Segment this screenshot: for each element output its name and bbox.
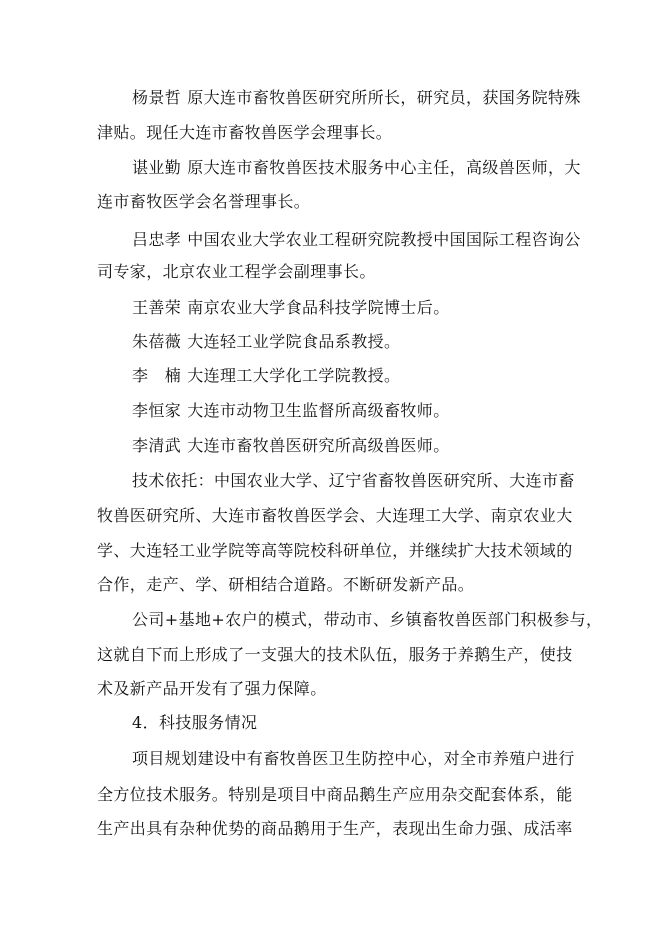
person-desc: 大连市动物卫生监督所高级畜牧师。 [187, 401, 450, 420]
tech-support-line: 学、大连轻工业学院等高等院校科研单位，并继续扩大技术领域的 [97, 541, 573, 560]
person-desc-continuation: 司专家，北京农业工程学会副理事长。 [97, 262, 376, 281]
person-entry-zhu [132, 332, 557, 352]
person-desc: 大连理工大学化工学院教授。 [187, 366, 401, 385]
person-entry-li-nan [132, 366, 557, 386]
person-entry-yang [132, 88, 581, 108]
person-desc: 原大连市畜牧兽医技术服务中心主任，高级兽医师，大 [187, 158, 581, 177]
service-line: 项目规划建设中有畜牧兽医卫生防控中心，对全市养殖户进行 [132, 749, 575, 768]
person-desc: 大连市畜牧兽医研究所高级兽医师。 [187, 436, 450, 455]
model-line: 这就自下而上形成了一支强大的技术队伍，服务于养鹅生产，使技 [97, 645, 573, 664]
person-desc-continuation: 津贴。现任大连市畜牧兽医学会理事长。 [97, 123, 393, 142]
person-name: 李 楠 [132, 366, 182, 385]
person-entry-li-qingwu [132, 436, 557, 456]
model-line: 公司+基地+农户的模式，带动市、乡镇畜牧兽医部门积极参与， [132, 610, 603, 629]
person-desc: 大连轻工业学院食品系教授。 [187, 332, 401, 351]
service-line: 生产出具有杂种优势的商品鹅用于生产，表现出生命力强、成活率 [97, 819, 573, 838]
person-desc-continuation: 连市畜牧医学会名誉理事长。 [97, 192, 311, 211]
person-name: 李恒家 [132, 401, 182, 420]
person-entry-lv [132, 230, 581, 250]
person-name: 吕忠孝 [132, 230, 182, 249]
section-heading: 4．科技服务情况 [132, 713, 258, 732]
person-desc: 原大连市畜牧兽医研究所所长，研究员，获国务院特殊 [187, 88, 581, 107]
person-name: 李清武 [132, 436, 182, 455]
tech-support-line: 牧兽医研究所、大连市畜牧兽医学会、大连理工大学、南京农业大 [97, 506, 573, 525]
person-entry-wang [132, 298, 557, 318]
tech-support-line: 技术依托：中国农业大学、辽宁省畜牧兽医研究所、大连市畜 [132, 471, 575, 490]
person-name: 杨景哲 [132, 88, 182, 107]
person-name: 谌业勤 [132, 158, 182, 177]
person-entry-li-hengjia [132, 401, 557, 421]
person-entry-chen [132, 158, 581, 178]
person-desc: 南京农业大学食品科技学院博士后。 [187, 298, 450, 317]
person-name: 王善荣 [132, 298, 182, 317]
person-name: 朱蓓薇 [132, 332, 182, 351]
tech-support-line: 合作，走产、学、研相结合道路。不断研发新产品。 [97, 575, 475, 594]
person-desc: 中国农业大学农业工程研究院教授中国国际工程咨询公 [187, 230, 581, 249]
service-line: 全方位技术服务。特别是项目中商品鹅生产应用杂交配套体系，能 [97, 785, 573, 804]
model-line: 术及新产品开发有了强力保障。 [97, 679, 327, 698]
